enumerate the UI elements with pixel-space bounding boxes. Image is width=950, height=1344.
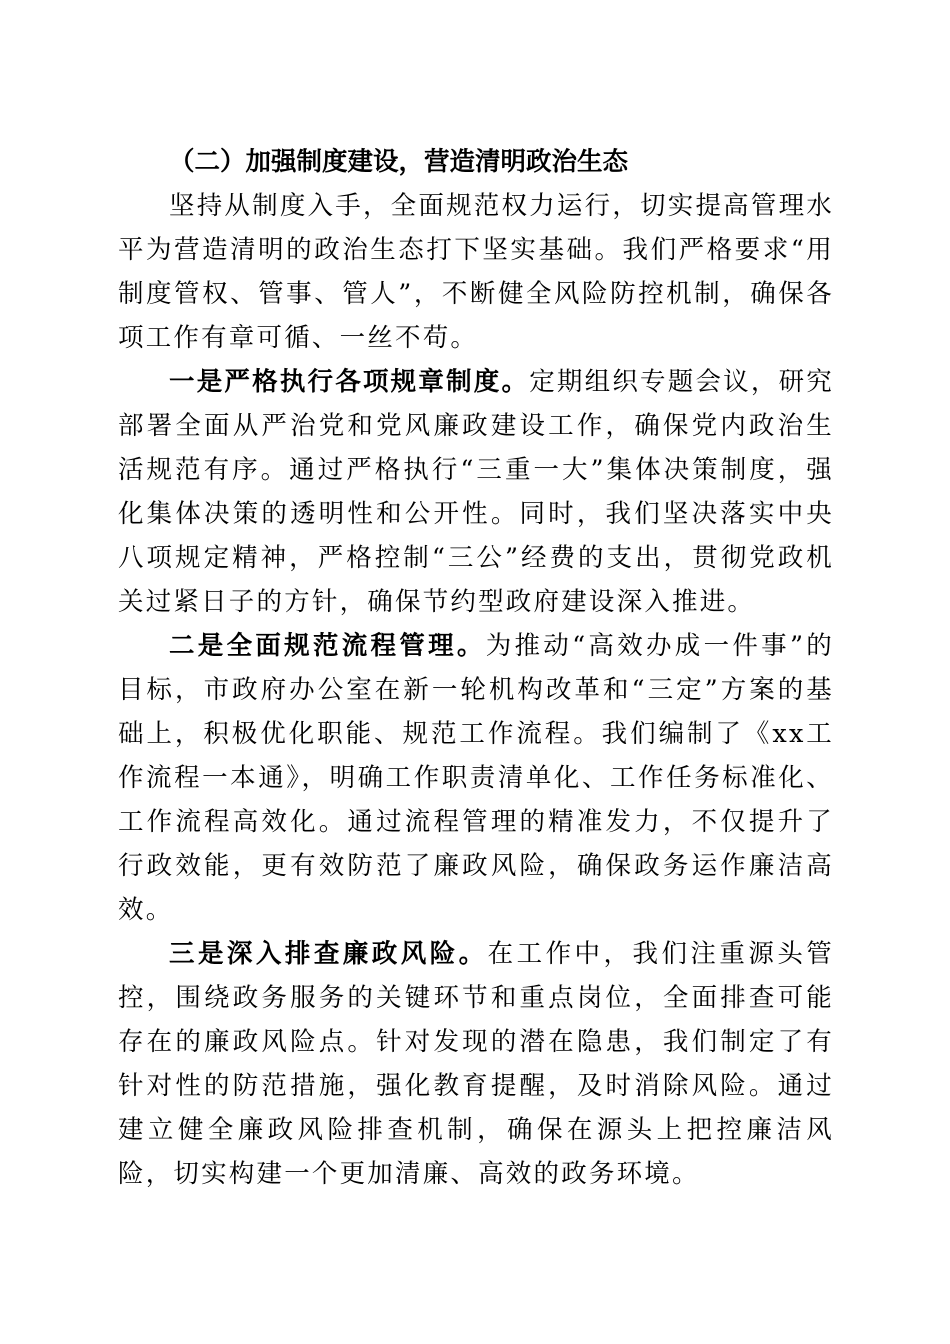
item-lead-3: 三是深入排查廉政风险。 (169, 939, 488, 969)
item-paragraph-3 (118, 932, 834, 1196)
item-paragraph-2 (118, 624, 834, 932)
item-body-2: 为推动“高效办成一件事”的目标，市政府办公室在新一轮机构改革和“三定”方案的基础上，积极优化职能、规范工作流程。我们编制了《xx工作流程一本通》，明确工作职责清单化、工作任务标准化、工作流程高效化。通过流程管理的精准发力，不仅提升了行政效能，更有效防范了廉政风险，确保政务运作廉洁高效。 (118, 631, 834, 925)
item-paragraph-1 (118, 360, 834, 624)
item-lead-2: 二是全面规范流程管理。 (169, 631, 486, 661)
item-body-1: 定期组织专题会议，研究部署全面从严治党和党风廉政建设工作，确保党内政治生活规范有序。通过严格执行“三重一大”集体决策制度，强化集体决策的透明性和公开性。同时，我们坚决落实中央八项规定精神，严格控制“三公”经费的支出，贯彻党政机关过紧日子的方针，确保节约型政府建设深入推进。 (118, 367, 835, 617)
item-body-3: 在工作中，我们注重源头管控，围绕政务服务的关键环节和重点岗位，全面排查可能存在的廉政风险点。针对发现的潜在隐患，我们制定了有针对性的防范措施，强化教育提醒，及时消除风险。通过建立健全廉政风险排查机制，确保在源头上把控廉洁风险，切实构建一个更加清廉、高效的政务环境。 (118, 939, 835, 1189)
intro-paragraph: 坚持从制度入手，全面规范权力运行，切实提高管理水平为营造清明的政治生态打下坚实基础。我们严格要求“用制度管权、管事、管人”，不断健全风险防控机制，确保各项工作有章可循、一丝不苟。 (118, 191, 834, 353)
document-body (118, 140, 834, 1196)
section-heading: （二）加强制度建设，营造清明政治生态 (169, 147, 629, 177)
item-lead-1: 一是严格执行各项规章制度。 (169, 367, 530, 397)
